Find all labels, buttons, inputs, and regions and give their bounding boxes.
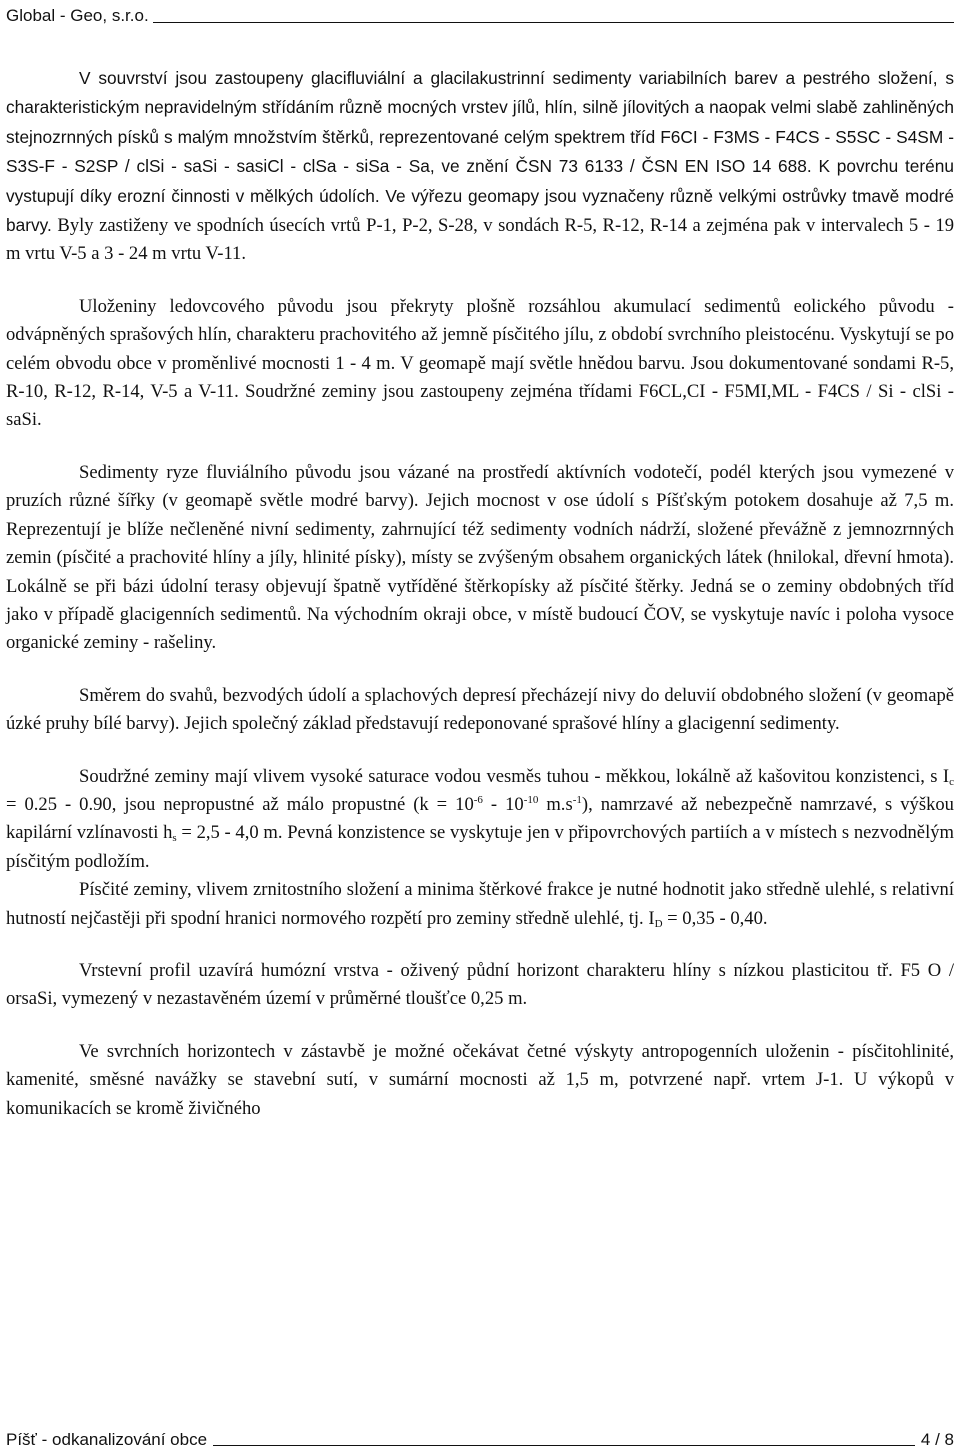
subscript: D bbox=[654, 917, 663, 930]
paragraph-eolian-sediments: Uloženiny ledovcového původu jsou překryty plošně rozsáhlou akumulací sedimentů eolického původu - odvápněných sprašových hlín, charakteru prachovitého až jemně písčitého jílu, z období svrchního pleistocénu. Vyskytují se po celém obvodu obce v proměnlivé mocnosti 1 - 4 m. V geomapě mají světle hnědou barvu. Jsou dokumentované sondami R-5, R-10, R-12, R-14, V-5 a V-11. Soudržné zeminy jsou zastoupeny zejména třídami F6CL,CI - F5MI,ML - F4CS / Si - clSi - saSi. bbox=[6, 295, 954, 431]
page-header bbox=[6, 4, 954, 26]
page-number: 4 / 8 bbox=[920, 1430, 954, 1449]
paragraph-text: Písčité zeminy, vlivem zrnitostního složení a minima štěrkové frakce je nutné hodnotit jako středně ulehlé, s relativní hutností nejčastěji při spodní hranici normového rozpětí pro zeminy středně ulehlé, tj. I bbox=[6, 879, 954, 929]
paragraph-anthropogenic-deposits: Ve svrchních horizontech v zástavbě je možné očekávat četné výskyty antropogenních uloženin - písčitohlinité, kamenité, směsné navážky se stavební sutí, v sumární mocnosti až 1,5 m, potvrzené např. vrtem J-1. U výkopů v komunikacích se kromě živičného bbox=[6, 1040, 954, 1119]
footer-project-title: Píšť - odkanalizování obce bbox=[6, 1430, 208, 1449]
document-body bbox=[6, 64, 954, 1123]
paragraph-humus-layer: Vrstevní profil uzavírá humózní vrstva - oživený půdní horizont charakteru hlíny s nízkou plasticitou tř. F5 O / orsaSi, vymezený v nezastavěném území v průměrné tloušťce 0,25 m. bbox=[6, 959, 954, 1010]
paragraph-text: = 0.25 - 0.90, jsou nepropustné až málo propustné (k = 10 bbox=[6, 793, 474, 815]
paragraph-text: = 2,5 - 4,0 m. Pevná konzistence se vyskytuje jen v připovrchových partiích a v místech s nezvodnělým písčitým podložím. bbox=[6, 822, 954, 872]
superscript: -10 bbox=[523, 793, 539, 806]
paragraph-fluvial-sediments: Sedimenty ryze fluviálního původu jsou vázané na prostředí aktívních vodotečí, podél kterých jsou vymezené v pruzích různé šířky (v geomapě světle modré barvy). Jejich mocnost v ose údolí s Píšťským potokem dosahuje až 7,5 m. Reprezentují je blíže nečleněné nivní sedimenty, zahrnující též sedimenty vodních nádrží, složené převážně z jemnozrnných zemin (písčité a prachovité hlíny a jíly, hlinité písky), místy se zvýšeným obsahem organických látek (hnilokal, dřevní hmota). Lokálně se při bázi údolní terasy objevují špatně vytříděné štěrkopísky až písčité štěrky. Jedná se o zeminy obdobných tříd jako v případě glacigenních sedimentů. Na východním okraji obce, v místě budoucí ČOV, se vyskytuje navíc i poloha vysoce organické zeminy - rašeliny. bbox=[6, 461, 954, 654]
footer-rule bbox=[213, 1445, 915, 1446]
paragraph-deluvial-sediments: Směrem do svahů, bezvodých údolí a splachových depresí přecházejí nivy do deluvií obdobného složení (v geomapě úzké pruhy bílé barvy). Jejich společný základ představují redeponované sprašové hlíny a glacigenní sedimenty. bbox=[6, 684, 954, 735]
paragraph-glacial-sediments bbox=[6, 64, 954, 269]
page-footer bbox=[6, 1426, 954, 1450]
paragraph-sandy-soils bbox=[6, 876, 954, 933]
paragraph-text: V souvrství jsou zastoupeny glacifluviální a glacilakustrinní sedimenty variabilních barev a pestrého složení, s charakteristickým nepravidelným střídáním různě mocných vrstev jílů, hlín, silně jílovitých a naopak velmi slabě zahliněných stejnozrnných písků s malým množstvím štěrků, reprezentované celým spektrem tříd F6CI - F3MS - F4CS - S5SC - S4SM - S3S-F - S2SP / clSi - saSi - sasiCl - clSa - siSa - Sa, ve znění ČSN 73 6133 / ČSN EN ISO 14 688. bbox=[6, 68, 954, 177]
paragraph-text: ), namrzavé až nebezpečně namrzavé, s výškou kapilární vzlínavosti h bbox=[6, 793, 954, 844]
subscript: s bbox=[172, 832, 177, 845]
superscript: -6 bbox=[473, 793, 483, 806]
paragraph-text: m.s bbox=[538, 793, 573, 815]
paragraph-text: = 0,35 - 0,40. bbox=[662, 907, 768, 929]
paragraph-text: Soudržné zeminy mají vlivem vysoké saturace vodou vesměs tuhou - měkkou, lokálně až kašovitou konzistenci, s I bbox=[79, 765, 950, 787]
header-title: Global - Geo, s.r.o. bbox=[6, 6, 149, 25]
paragraph-cohesive-soils bbox=[6, 763, 954, 877]
paragraph-text: - 10 bbox=[482, 793, 524, 815]
header-rule bbox=[153, 22, 954, 23]
paragraph-text: K povrchu terénu vystupují díky erozní činnosti v mělkých údolích. Ve výřezu geomapy jsou vyznačeny různě velkými ostrůvky tmavě modré barvy. bbox=[6, 156, 954, 236]
paragraph-text: Byly zastiženy ve spodních úsecích vrtů P-1, P-2, S-28, v sondách R-5, R-12, R-14 a zejména pak v intervalech 5 - 19 m vrtu V-5 a 3 - 24 m vrtu V-11. bbox=[6, 215, 954, 265]
subscript: c bbox=[949, 775, 954, 788]
superscript: -1 bbox=[572, 793, 582, 806]
